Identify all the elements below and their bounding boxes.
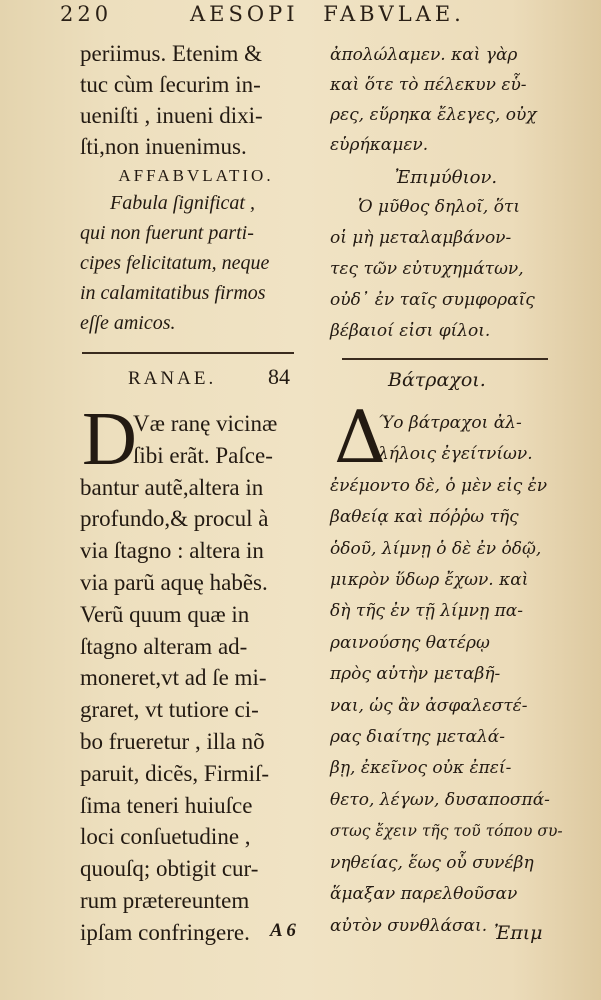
text-line: paruit, dicẽs, Firmiſ-	[80, 760, 270, 786]
text-line: periimus. Etenim &	[80, 41, 263, 66]
text-line: quouſq; obtigit cur-	[80, 856, 259, 882]
text-line: ναι, ὡς ἂν ἀσφαλεστέ-	[330, 695, 528, 716]
text-line: οὐδ᾽ ἐν ταῖς συμφοραῖς	[330, 290, 535, 310]
text-line: νηθείας, ἕως οὗ συνέβη	[330, 852, 534, 873]
catchword: Ἐπιμ	[494, 922, 543, 944]
latin-fable-text	[80, 408, 312, 949]
greek-previous-fable-ending	[330, 40, 562, 160]
text-line: bantur autẽ,altera in	[80, 474, 264, 500]
latin-previous-fable-ending	[80, 38, 312, 162]
text-line: βῃ, ἐκεῖνος οὐκ ἐπεί-	[330, 758, 512, 779]
text-line: ſti,non inuenimus.	[80, 134, 247, 159]
greek-drop-cap: Δ	[334, 395, 386, 479]
text-line: via ſtagno : altera in	[80, 538, 264, 564]
text-line: rum prætereuntem	[80, 887, 250, 913]
left-column	[80, 38, 312, 338]
text-line: graret, vt tutiore ci-	[80, 697, 259, 723]
text-line: ueniſti , inueni dixi-	[80, 103, 263, 128]
text-line: ἐνέμοντο δὲ, ὁ μὲν εἰς ἐν	[330, 475, 548, 496]
text-line: αὐτὸν συνθλάσαι.	[330, 915, 488, 936]
right-column	[330, 40, 562, 347]
text-line: bo frueretur , illa nõ	[80, 728, 265, 754]
epimythion-heading: Ἐπιμύθιον.	[394, 167, 498, 188]
text-line: eſſe amicos.	[80, 312, 176, 334]
running-title: AESOPI FABVLAE.	[190, 2, 465, 26]
section-rule-left	[82, 352, 294, 354]
text-line: ἅμαξαν παρελθοῦσαν	[330, 884, 518, 905]
latin-drop-cap: D	[82, 397, 137, 481]
text-line: πρὸς αὐτὴν μεταβῆ-	[330, 664, 501, 685]
text-line: ἀπολώλαμεν. καὶ γὰρ	[330, 45, 518, 65]
text-line: ſibi erãt. Paſce-	[133, 442, 273, 468]
text-line: ſtagno alteram ad-	[80, 633, 248, 659]
text-line: qui non fuerunt parti-	[80, 222, 254, 244]
text-line: Verũ quum quæ in	[80, 601, 250, 627]
page-number: 220	[60, 2, 113, 26]
text-line: μικρὸν ὕδωρ ἔχων. καὶ	[330, 570, 529, 591]
fable-number: 84	[268, 364, 290, 389]
text-line: οἱ μὴ μεταλαμβάνον-	[330, 228, 512, 248]
text-line: θετο, λέγων, δυσαποσπά-	[330, 789, 550, 810]
text-line: moneret,vt ad ſe mi-	[80, 665, 267, 691]
text-line: loci conſuetudine ,	[80, 824, 251, 850]
text-line: ρες, εὕρηκα ἔλεγες, οὐχ	[330, 105, 537, 125]
text-line: ραινούσης θατέρῳ	[330, 632, 490, 653]
text-line: τες τῶν εὐτυχημάτων,	[330, 259, 524, 279]
text-line: in calamitatibus firmos	[80, 282, 266, 304]
text-line: δὴ τῆς ἐν τῇ λίμνῃ πα-	[330, 601, 524, 622]
text-line: profundo,& procul à	[80, 506, 269, 532]
text-line: ὁδοῦ, λίμνῃ ὁ δὲ ἐν ὁδῷ,	[330, 538, 542, 559]
fable-title-greek: Βάτραχοι.	[388, 369, 486, 391]
text-line: Væ ranę vicinæ	[133, 411, 278, 436]
greek-fable-text	[330, 408, 562, 942]
greek-moral	[330, 192, 562, 347]
text-line: στως ἔχειν τῆς τοῦ τόπου συ-	[330, 822, 563, 841]
text-line: βαθείᾳ καὶ πόῤῥω τῆς	[330, 507, 519, 528]
text-line: Ύο βάτραχοι ἀλ-	[378, 413, 522, 433]
text-line: tuc cùm ſecurim in-	[80, 72, 261, 97]
running-header	[60, 2, 581, 32]
affabulatio-heading: AFFABVLATIO.	[118, 166, 274, 185]
section-rule-right	[342, 358, 548, 360]
text-line: εὑρήκαμεν.	[330, 135, 429, 155]
signature-mark: A 6	[270, 920, 296, 941]
text-line: Ὁ μῦθος δηλοῖ, ὅτι	[358, 197, 520, 217]
text-line: καὶ ὅτε τὸ πέλεκυν εὗ-	[330, 75, 527, 95]
text-line: cipes felicitatum, neque	[80, 252, 270, 274]
text-line: βέβαιοί εἰσι φίλοι.	[330, 321, 491, 341]
fable-title-latin: RANAE.	[128, 368, 217, 389]
text-line: Fabula ſignificat ,	[110, 192, 255, 214]
latin-moral	[80, 188, 312, 338]
text-line: ipſam confringere.	[80, 919, 250, 945]
text-line: ſima teneri huiuſce	[80, 792, 253, 818]
text-line: via parũ aquę habẽs.	[80, 569, 268, 595]
text-line: λήλοις ἐγείτνίων.	[378, 444, 533, 465]
text-line: ρας διαίτης μεταλά-	[330, 727, 506, 748]
